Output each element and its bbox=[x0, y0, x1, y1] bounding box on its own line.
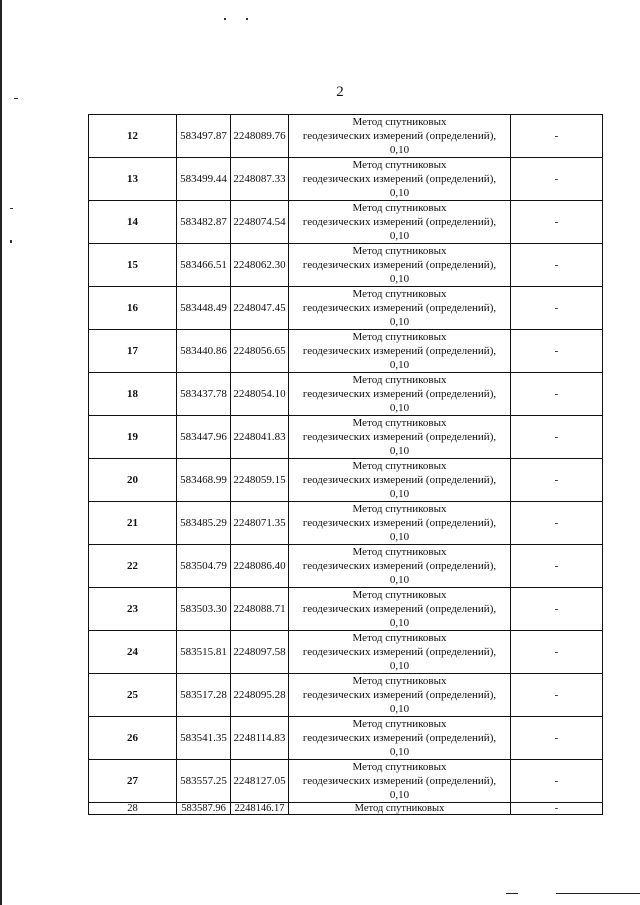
x-coordinate: 583517.28 bbox=[177, 674, 231, 717]
x-coordinate: 583440.86 bbox=[177, 330, 231, 373]
method-text: геодезических измерений (определений), bbox=[302, 431, 497, 443]
method-cell bbox=[289, 760, 511, 803]
y-coordinate: 2248041.83 bbox=[231, 416, 289, 459]
table-row bbox=[89, 588, 603, 631]
method-text: Метод спутниковых bbox=[352, 632, 447, 644]
x-coordinate: 583515.81 bbox=[177, 631, 231, 674]
x-coordinate: 583541.35 bbox=[177, 717, 231, 760]
method-cell: Метод спутниковых bbox=[289, 803, 511, 815]
scan-bottom-line bbox=[556, 893, 640, 894]
table-row bbox=[89, 717, 603, 760]
method-text: Метод спутниковых bbox=[352, 288, 447, 300]
method-text: геодезических измерений (определений), bbox=[302, 775, 497, 787]
x-coordinate: 583466.51 bbox=[177, 244, 231, 287]
method-text: геодезических измерений (определений), bbox=[302, 216, 497, 228]
description-cell: - bbox=[511, 459, 603, 502]
method-text: 0,10 bbox=[389, 359, 410, 371]
method-text: геодезических измерений (определений), bbox=[302, 603, 497, 615]
x-coordinate: 583482.87 bbox=[177, 201, 231, 244]
method-cell bbox=[289, 115, 511, 158]
y-coordinate: 2248097.58 bbox=[231, 631, 289, 674]
y-coordinate: 2248056.65 bbox=[231, 330, 289, 373]
method-cell bbox=[289, 674, 511, 717]
x-coordinate: 583499.44 bbox=[177, 158, 231, 201]
method-cell bbox=[289, 502, 511, 545]
method-text: Метод спутниковых bbox=[352, 417, 447, 429]
description-cell: - bbox=[511, 158, 603, 201]
method-text: Метод спутниковых bbox=[352, 761, 447, 773]
x-coordinate: 583485.29 bbox=[177, 502, 231, 545]
description-cell: - bbox=[511, 760, 603, 803]
method-text: геодезических измерений (определений), bbox=[302, 388, 497, 400]
scan-edge-line bbox=[0, 0, 2, 905]
x-coordinate: 583497.87 bbox=[177, 115, 231, 158]
method-text: 0,10 bbox=[389, 402, 410, 414]
method-text: геодезических измерений (определений), bbox=[302, 689, 497, 701]
method-cell bbox=[289, 459, 511, 502]
method-text: Метод спутниковых bbox=[352, 718, 447, 730]
method-text: 0,10 bbox=[389, 617, 410, 629]
scan-speck bbox=[10, 208, 13, 209]
point-number: 18 bbox=[89, 373, 177, 416]
y-coordinate: 2248047.45 bbox=[231, 287, 289, 330]
method-cell bbox=[289, 330, 511, 373]
y-coordinate: 2248062.30 bbox=[231, 244, 289, 287]
x-coordinate: 583468.99 bbox=[177, 459, 231, 502]
table-row bbox=[89, 287, 603, 330]
table-row bbox=[89, 459, 603, 502]
method-cell bbox=[289, 631, 511, 674]
point-number: 25 bbox=[89, 674, 177, 717]
table-row bbox=[89, 115, 603, 158]
x-coordinate: 583448.49 bbox=[177, 287, 231, 330]
point-number: 21 bbox=[89, 502, 177, 545]
method-text: Метод спутниковых bbox=[352, 116, 447, 128]
method-cell bbox=[289, 287, 511, 330]
coordinates-table bbox=[88, 114, 603, 815]
method-cell bbox=[289, 373, 511, 416]
x-coordinate: 583503.30 bbox=[177, 588, 231, 631]
description-cell: - bbox=[511, 244, 603, 287]
table-row bbox=[89, 201, 603, 244]
method-text: Метод спутниковых bbox=[352, 589, 447, 601]
method-text: 0,10 bbox=[389, 445, 410, 457]
table-row bbox=[89, 545, 603, 588]
y-coordinate: 2248054.10 bbox=[231, 373, 289, 416]
method-text: геодезических измерений (определений), bbox=[302, 345, 497, 357]
method-text: 0,10 bbox=[389, 316, 410, 328]
y-coordinate: 2248146.17 bbox=[231, 803, 289, 815]
point-number: 24 bbox=[89, 631, 177, 674]
method-cell bbox=[289, 416, 511, 459]
scan-bottom-line bbox=[506, 893, 518, 894]
method-text: 0,10 bbox=[389, 660, 410, 672]
point-number: 20 bbox=[89, 459, 177, 502]
x-coordinate: 583437.78 bbox=[177, 373, 231, 416]
description-cell: - bbox=[511, 287, 603, 330]
method-text: Метод спутниковых bbox=[352, 202, 447, 214]
description-cell: - bbox=[511, 115, 603, 158]
description-cell: - bbox=[511, 803, 603, 815]
point-number: 27 bbox=[89, 760, 177, 803]
x-coordinate: 583504.79 bbox=[177, 545, 231, 588]
method-text: 0,10 bbox=[389, 488, 410, 500]
point-number: 15 bbox=[89, 244, 177, 287]
method-text: геодезических измерений (определений), bbox=[302, 130, 497, 142]
method-cell bbox=[289, 545, 511, 588]
method-cell bbox=[289, 588, 511, 631]
x-coordinate: 583587.96 bbox=[177, 803, 231, 815]
scan-speck bbox=[224, 18, 226, 20]
method-text: геодезических измерений (определений), bbox=[302, 732, 497, 744]
method-text: 0,10 bbox=[389, 144, 410, 156]
y-coordinate: 2248087.33 bbox=[231, 158, 289, 201]
point-number: 22 bbox=[89, 545, 177, 588]
y-coordinate: 2248059.15 bbox=[231, 459, 289, 502]
description-cell: - bbox=[511, 201, 603, 244]
point-number: 17 bbox=[89, 330, 177, 373]
y-coordinate: 2248089.76 bbox=[231, 115, 289, 158]
scan-speck bbox=[10, 240, 12, 243]
table-row bbox=[89, 158, 603, 201]
method-cell bbox=[289, 158, 511, 201]
point-number: 23 bbox=[89, 588, 177, 631]
method-text: Метод спутниковых bbox=[352, 503, 447, 515]
point-number: 13 bbox=[89, 158, 177, 201]
y-coordinate: 2248127.05 bbox=[231, 760, 289, 803]
description-cell: - bbox=[511, 631, 603, 674]
x-coordinate: 583557.25 bbox=[177, 760, 231, 803]
method-text: Метод спутниковых bbox=[352, 460, 447, 472]
method-text: Метод спутниковых bbox=[352, 331, 447, 343]
description-cell: - bbox=[511, 416, 603, 459]
y-coordinate: 2248074.54 bbox=[231, 201, 289, 244]
description-cell: - bbox=[511, 502, 603, 545]
description-cell: - bbox=[511, 330, 603, 373]
description-cell: - bbox=[511, 373, 603, 416]
method-text: геодезических измерений (определений), bbox=[302, 560, 497, 572]
method-text: Метод спутниковых bbox=[352, 245, 447, 257]
method-text: Метод спутниковых bbox=[352, 546, 447, 558]
method-text: 0,10 bbox=[389, 574, 410, 586]
table-row bbox=[89, 244, 603, 287]
table-row bbox=[89, 631, 603, 674]
y-coordinate: 2248086.40 bbox=[231, 545, 289, 588]
method-text: 0,10 bbox=[389, 746, 410, 758]
method-text: Метод спутниковых bbox=[352, 374, 447, 386]
page-number: 2 bbox=[336, 84, 344, 100]
y-coordinate: 2248088.71 bbox=[231, 588, 289, 631]
scan-speck bbox=[246, 18, 248, 20]
point-number: 19 bbox=[89, 416, 177, 459]
method-text: геодезических измерений (определений), bbox=[302, 173, 497, 185]
method-text: геодезических измерений (определений), bbox=[302, 646, 497, 658]
method-cell bbox=[289, 244, 511, 287]
description-cell: - bbox=[511, 674, 603, 717]
y-coordinate: 2248114.83 bbox=[231, 717, 289, 760]
method-text: 0,10 bbox=[389, 703, 410, 715]
method-text: Метод спутниковых bbox=[352, 675, 447, 687]
table-row bbox=[89, 502, 603, 545]
point-number: 14 bbox=[89, 201, 177, 244]
description-cell: - bbox=[511, 588, 603, 631]
method-text: 0,10 bbox=[389, 531, 410, 543]
method-cell bbox=[289, 717, 511, 760]
point-number: 16 bbox=[89, 287, 177, 330]
description-cell: - bbox=[511, 545, 603, 588]
method-text: геодезических измерений (определений), bbox=[302, 259, 497, 271]
table-row bbox=[89, 674, 603, 717]
x-coordinate: 583447.96 bbox=[177, 416, 231, 459]
method-text: геодезических измерений (определений), bbox=[302, 474, 497, 486]
method-text: геодезических измерений (определений), bbox=[302, 517, 497, 529]
method-text: 0,10 bbox=[389, 273, 410, 285]
table-row bbox=[89, 373, 603, 416]
table-row bbox=[89, 416, 603, 459]
method-text: геодезических измерений (определений), bbox=[302, 302, 497, 314]
table-row bbox=[89, 330, 603, 373]
method-text: 0,10 bbox=[389, 187, 410, 199]
method-text: 0,10 bbox=[389, 230, 410, 242]
y-coordinate: 2248071.35 bbox=[231, 502, 289, 545]
method-text: Метод спутниковых bbox=[352, 159, 447, 171]
table-row bbox=[89, 803, 603, 815]
point-number: 28 bbox=[89, 803, 177, 815]
table-row bbox=[89, 760, 603, 803]
description-cell: - bbox=[511, 717, 603, 760]
y-coordinate: 2248095.28 bbox=[231, 674, 289, 717]
method-text: 0,10 bbox=[389, 789, 410, 801]
point-number: 12 bbox=[89, 115, 177, 158]
point-number: 26 bbox=[89, 717, 177, 760]
method-cell bbox=[289, 201, 511, 244]
